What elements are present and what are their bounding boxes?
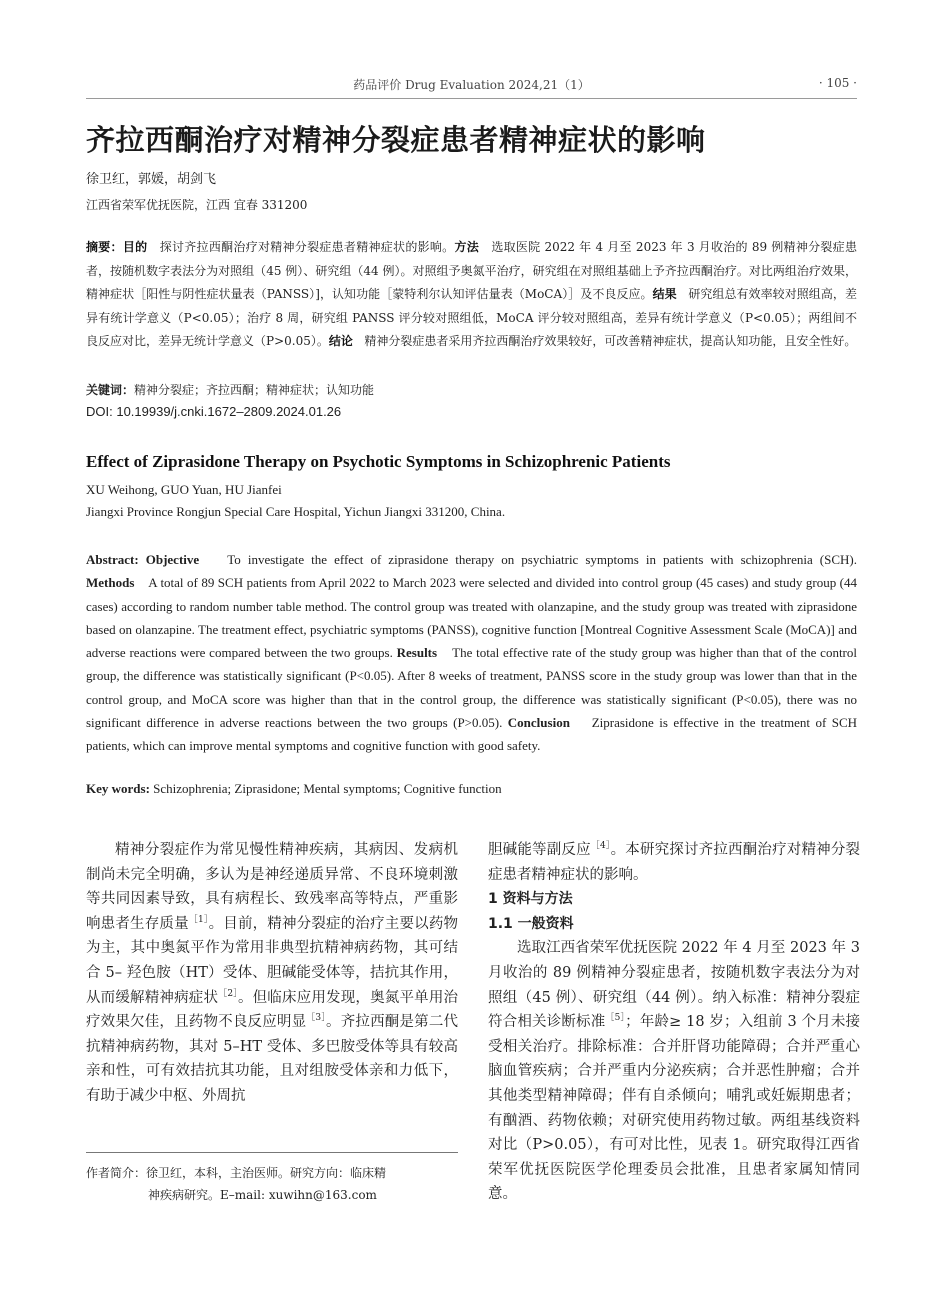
results-label-en: Results	[396, 645, 438, 661]
author-footnote	[86, 1162, 458, 1206]
methods-paragraph	[488, 936, 860, 1207]
objective-text-en: To investigate the effect of ziprasidone therapy on psychiatric symptoms in patients with schizophrenia (SCH).	[227, 552, 857, 567]
citation-2[interactable]: ［2］	[218, 988, 238, 999]
running-header	[86, 72, 857, 99]
methods-label-zh: 方法	[454, 240, 480, 254]
authors-zh: 徐卫红，郭媛，胡剑飞	[86, 172, 217, 187]
intro-text-5: 胆碱能等副反应	[488, 842, 591, 858]
abstract-label-zh: 摘要：	[86, 240, 123, 254]
citation-5[interactable]: ［5］	[605, 1013, 626, 1024]
intro-text-1: 精神分裂症作为常见慢性精神疾病，其病因、发病机制尚未完全明确，多认为是神经递质异常、不良环境刺激等共同因素导致，具有病程长、致残率高等特点，严重影响患者生存质量	[86, 842, 458, 932]
intro-continuation	[488, 838, 860, 887]
keywords-zh	[86, 381, 374, 398]
conclusion-label-zh: 结论	[328, 334, 353, 348]
methods-text-en: A total of 89 SCH patients from April 2022 to March 2023 were selected and divided into control group (45 cases) and study group (44 cases) according to random number table method. The control group was treated with olanzapine, and the study group was treated with ziprasidone based on olanzapine. The treatment effect, psychiatric symptoms (PANSS), cognitive function [Montreal Cognitive Assessment Scale (MoCA)] and adverse reactions were compared between the two groups.	[86, 575, 858, 661]
footnote-line-2: 神疾病研究。E–mail: xuwihn@163.com	[148, 1188, 377, 1202]
results-text-en: The total effective rate of the study group was higher than that of the control group, the difference was statistically significant (P<0.05). After 8 weeks of treatment, PANSS score in the study group was lower than that in the control group, and MoCA score was higher than that in the control group, the difference was statistically significant (P<0.05), there was no significant difference in adverse reactions between the two groups (P>0.05).	[86, 645, 857, 731]
methods-body-text-1: 选取江西省荣军优抚医院 2022 年 4 月至 2023 年 3 月收治的 89 例精神分裂症患者，按随机数字表法分为对照组（45 例）、研究组（44 例）。纳入标准：精神分裂症符合相关诊断标准	[488, 940, 860, 1031]
keywords-text-en: Schizophrenia; Ziprasidone; Mental symptoms; Cognitive function	[153, 781, 502, 796]
objective-label-zh: 目的	[122, 240, 148, 254]
article-title-en: Effect of Ziprasidone Therapy on Psychotic Symptoms in Schizophrenic Patients	[86, 452, 671, 471]
keywords-text-zh: 精神分裂症；齐拉西酮；精神症状；认知功能	[134, 383, 375, 397]
citation-3[interactable]: ［3］	[306, 1013, 327, 1024]
keywords-en	[86, 781, 502, 797]
article-title-zh: 齐拉西酮治疗对精神分裂症患者精神症状的影响	[86, 123, 706, 157]
section-heading-1: 1 资料与方法	[488, 891, 573, 908]
conclusion-text-en: Ziprasidone is effective in the treatment of SCH patients, which can improve mental symptoms and cognitive function with good safety.	[86, 715, 858, 754]
keywords-label-zh: 关键词：	[86, 383, 135, 397]
affiliation-en: Jiangxi Province Rongjun Special Care Hospital, Yichun Jiangxi 331200, China.	[86, 504, 506, 519]
authors-en: XU Weihong, GUO Yuan, HU Jianfei	[86, 482, 282, 497]
intro-paragraph	[86, 838, 458, 1109]
body-column-left	[86, 838, 458, 1109]
results-text-zh: 研究组总有效率较对照组高，差异有统计学意义（P<0.05）；治疗 8 周，研究组 PANSS 评分较对照组低，MoCA 评分较对照组高，差异有统计学意义（P<0.05）；两组间不良反应对比，差异无统计学意义（P>0.05）。	[86, 287, 857, 348]
abstract-en	[86, 548, 857, 758]
results-label-zh: 结果	[652, 287, 677, 301]
footnote-line-1: 作者简介：徐卫红，本科，主治医师。研究方向：临床精	[86, 1166, 387, 1180]
page-number: · 105 ·	[818, 76, 857, 90]
conclusion-text-zh: 精神分裂症患者采用齐拉西酮治疗效果较好，可改善精神症状，提高认知功能，且安全性好。	[364, 334, 857, 348]
methods-label-en: Methods	[86, 575, 135, 591]
intro-text-3: 。但临床应用发现，奥氮平单用治疗效果欠佳，且药物不良反应明显	[86, 989, 459, 1031]
section-heading-1-1: 1.1 一般资料	[488, 915, 574, 932]
intro-text-4: 。齐拉西酮是第二代抗精神病药物，其对 5–HT 受体、多巴胺受体等具有较高亲和性，可有效拮抗其功能，且对组胺受体亲和力低下，有助于减少中枢、外周抗	[86, 1014, 458, 1104]
keywords-label-en: Key words:	[86, 781, 150, 796]
body-column-right	[488, 838, 860, 1207]
objective-text-zh: 探讨齐拉西酮治疗对精神分裂症患者精神症状的影响。	[159, 240, 455, 254]
affiliation-zh: 江西省荣军优抚医院，江西 宜春 331200	[86, 198, 308, 212]
conclusion-label-en: Conclusion	[507, 715, 570, 731]
journal-citation: 药品评价 Drug Evaluation 2024,21（1）	[353, 78, 590, 92]
citation-1[interactable]: ［1］	[188, 914, 209, 925]
methods-body-text-2: ；年龄≥ 18 岁；入组前 3 个月未接受相关治疗。排除标准：合并肝肾功能障碍；合并严重心脑血管疾病；合并严重内分泌疾病；合并恶性肿瘤；合并其他类型精神障碍；伴有自杀倾向；哺乳或妊娠期患者；有酗酒、药物依赖；对研究使用药物过敏。两组基线资料对比（P>0.05），有可对比性，见表 1。研究取得江西省荣军优抚医院医学伦理委员会批准，且患者家属知情同意。	[488, 1014, 860, 1203]
citation-4[interactable]: ［4］	[590, 841, 611, 852]
intro-text-6: 。本研究探讨齐拉西酮治疗对精神分裂症患者精神症状的影响。	[488, 842, 861, 883]
doi: DOI: 10.19939/j.cnki.1672–2809.2024.01.26	[86, 404, 342, 419]
abstract-zh	[86, 236, 857, 354]
intro-text-2: 。目前，精神分裂症的治疗主要以药物为主，其中奥氮平作为常用非典型抗精神病药物，其可结合 5– 羟色胺（HT）受体、胆碱能受体等，拮抗其作用，从而缓解精神病症状	[86, 915, 459, 1006]
methods-text-zh: 选取医院 2022 年 4 月至 2023 年 3 月收治的 89 例精神分裂症患者，按随机数字表法分为对照组（45 例）、研究组（44 例）。对照组予奥氮平治疗，研究组在对照组基础上予齐拉西酮治疗。对比两组治疗效果，精神症状［阳性与阴性症状量表（PANSS）]，认知功能［蒙特利尔认知评估量表（MoCA）］及不良反应。	[86, 240, 857, 301]
abstract-label-en: Abstract: Objective	[86, 552, 200, 567]
footnote-divider	[86, 1152, 458, 1153]
